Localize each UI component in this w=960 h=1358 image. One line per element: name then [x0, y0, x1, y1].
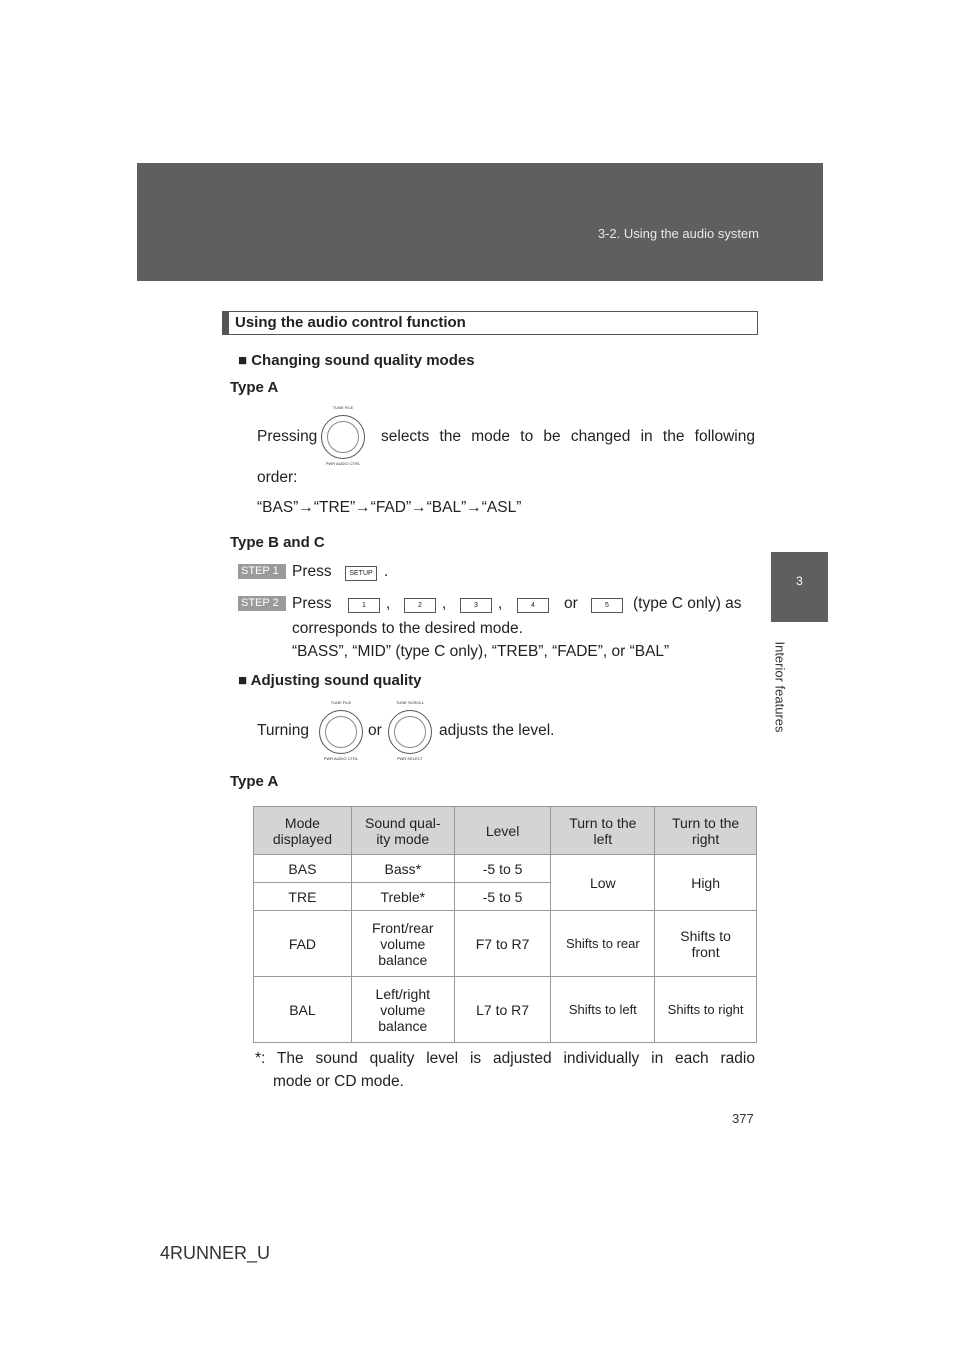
cell-mode: TRE	[254, 883, 352, 911]
cell-mode: BAS	[254, 855, 352, 883]
knob-bottom-label: PWR AUDIO CTRL	[325, 461, 361, 466]
knob-bottom-label: PWR AUDIO CTRL	[323, 756, 359, 761]
step1-badge: STEP 1	[238, 564, 288, 579]
header-mode: Mode displayed	[254, 807, 352, 855]
tune-file-knob[interactable]	[313, 405, 373, 469]
knob-top-label: TUNE FILE	[332, 405, 354, 410]
comma-2: ,	[442, 595, 447, 612]
cell-level: F7 to R7	[454, 911, 551, 977]
cell-level: -5 to 5	[454, 855, 551, 883]
footnote-line2: mode or CD mode.	[273, 1073, 404, 1090]
setup-button[interactable]: SETUP	[345, 566, 377, 581]
pressing-text: Pressing	[257, 428, 318, 445]
type-bc-label: Type B and C	[230, 534, 325, 551]
cell-right: Shifts to right	[655, 977, 757, 1043]
subheading-changing-modes: ■ Changing sound quality modes	[238, 352, 475, 369]
step1-period: .	[384, 563, 389, 580]
chapter-number: 3	[796, 574, 803, 588]
knob-icon	[388, 710, 432, 754]
knob-icon	[321, 415, 365, 459]
order-sequence: “BAS”→“TRE”→“FAD”→“BAL”→“ASL”	[257, 499, 522, 516]
comma-3: ,	[498, 595, 503, 612]
comma-1: ,	[386, 595, 391, 612]
step2-badge: STEP 2	[238, 596, 288, 611]
section-title: Using the audio control function	[222, 311, 758, 335]
header-left: Turn to the left	[551, 807, 655, 855]
header-level: Level	[454, 807, 551, 855]
cell-left: Low	[551, 855, 655, 911]
knob-icon	[319, 710, 363, 754]
tune-scroll-knob[interactable]	[380, 700, 440, 764]
header-band	[137, 163, 823, 281]
header-right: Turn to the right	[655, 807, 757, 855]
chapter-caption	[770, 632, 790, 742]
order-text: order:	[257, 469, 298, 486]
preset-1-button[interactable]: 1	[348, 598, 380, 613]
cell-quality: Treble*	[351, 883, 454, 911]
cell-mode: FAD	[254, 911, 352, 977]
footnote-line1: *: The sound quality level is adjusted individually in each radio	[255, 1050, 755, 1067]
preset-2-button[interactable]: 2	[404, 598, 436, 613]
preset-5-button[interactable]: 5	[591, 598, 623, 613]
tune-file-knob-2[interactable]	[311, 700, 371, 764]
cell-level: L7 to R7	[454, 977, 551, 1043]
table-row	[254, 911, 757, 977]
pressing-text-rest: selects the mode to be changed in the following	[381, 428, 755, 445]
cell-level: -5 to 5	[454, 883, 551, 911]
subheading-adjusting: ■ Adjusting sound quality	[238, 672, 422, 689]
cell-quality: Bass*	[351, 855, 454, 883]
chapter-title: Interior features	[772, 641, 788, 733]
type-a-label-2: Type A	[230, 773, 279, 790]
table-header-row	[254, 807, 757, 855]
cell-quality: Front/rear volume balance	[351, 911, 454, 977]
section-label: 3-2. Using the audio system	[597, 226, 759, 241]
type-a-label: Type A	[230, 379, 279, 396]
cell-mode: BAL	[254, 977, 352, 1043]
or-text-2: or	[368, 722, 382, 739]
knob-bottom-label: PWR SELECT	[396, 756, 423, 761]
header-quality: Sound qual- ity mode	[351, 807, 454, 855]
preset-3-button[interactable]: 3	[460, 598, 492, 613]
adjusts-text: adjusts the level.	[439, 722, 555, 739]
footer-model: 4RUNNER_U	[160, 1243, 271, 1263]
or-text: or	[564, 595, 578, 612]
cell-left: Shifts to rear	[551, 911, 655, 977]
cell-left: Shifts to left	[551, 977, 655, 1043]
knob-top-label: TUNE FILE	[330, 700, 352, 705]
step2-press: Press	[292, 595, 332, 612]
chapter-tab	[771, 552, 828, 622]
cell-right: Shifts to front	[655, 911, 757, 977]
page-number: 377	[732, 1111, 754, 1126]
cell-quality: Left/right volume balance	[351, 977, 454, 1043]
knob-top-label: TUNE SCROLL	[395, 700, 424, 705]
table-row	[254, 977, 757, 1043]
preset-4-button[interactable]: 4	[517, 598, 549, 613]
table-row	[254, 855, 757, 883]
cell-right: High	[655, 855, 757, 911]
step2-line2: corresponds to the desired mode.	[292, 620, 523, 637]
turning-text: Turning	[257, 722, 309, 739]
step2-line3: “BASS”, “MID” (type C only), “TREB”, “FADE”, or “BAL”	[292, 643, 670, 660]
step1-press: Press	[292, 563, 332, 580]
sound-quality-table	[253, 806, 757, 1043]
step2-tail: (type C only) as	[633, 595, 742, 612]
